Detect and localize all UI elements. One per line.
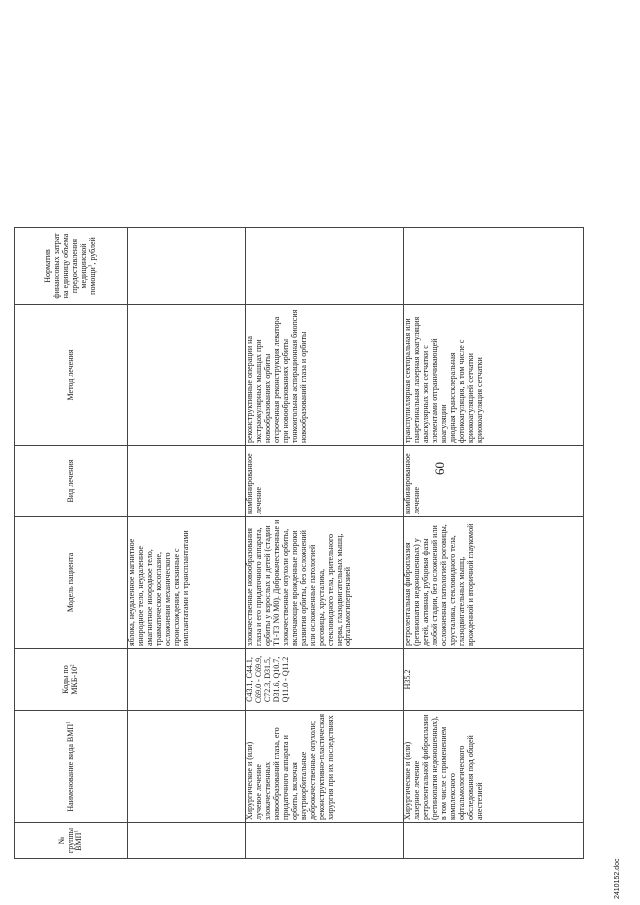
table-row xyxy=(246,228,404,859)
cell-name: Хирургическое и (или) лучевое лечение злокачественных новообразований глаза, его придаточного аппарата и орбиты, включая внутриорбитальные доброкачественные опухоли; реконструктивно-пластическая хирургия при их последствиях xyxy=(246,711,404,823)
header-model: Модель пациента xyxy=(15,517,128,649)
header-name: Наименование вида ВМП$^1$ xyxy=(15,711,128,823)
cell-group xyxy=(246,823,404,859)
cell-norm xyxy=(128,228,246,305)
method-item: тонкоигольная аспирационная биопсия новообразований глаза и орбиты xyxy=(289,309,308,443)
header-group: № группы ВМП$^1$ xyxy=(15,823,128,859)
page-number: 60 xyxy=(432,462,447,475)
header-type: Вид лечения xyxy=(15,446,128,517)
file-name: 2410152.doc xyxy=(614,858,621,899)
cell-name: Хирургическое и (или) лазерное лечение ретролентальной фиброплазии (ретинопатия недоношенных), в том числе с применением комплексного офтальмологического обследования под общей анестезией xyxy=(404,711,584,823)
method-item: диодная транссклеральная фотокоагуляция, в том числе с криокоагуляцией сетчатки xyxy=(447,339,475,443)
table-row xyxy=(404,228,584,859)
cell-model: злокачественные новообразования глаза и его придаточного аппарата, орбиты у взрослых и детей (стадии T1-T3 N0 M0). Доброкачественные и злокачественные опухоли орбиты, включающие врожденные пороки развития орбиты, без осложнений или осложненные патологией роговицы, хрусталика, стекловидного тела, зрительного нерва, глазодвигательных мышц, офтальмогипертензией xyxy=(246,517,404,649)
method-item: реконструктивные операции на экстраокулярных мышцах при новообразованиях орбиты xyxy=(245,336,272,443)
method-item: криокоагуляция сетчатки xyxy=(474,357,484,443)
cell-norm xyxy=(246,228,404,305)
cell-type: комбинированное лечение xyxy=(246,446,404,517)
cell-codes xyxy=(128,649,246,711)
cell-codes: C43.1, C44.1, C69.0 - C69.9, C72.3, D31.5, D31.6, Q10.7, Q11.0 - Q11.2 xyxy=(246,649,404,711)
cell-codes: H35.2 xyxy=(404,649,584,711)
cell-group xyxy=(404,823,584,859)
cell-type xyxy=(128,446,246,517)
cell-type: комбинированное лечение xyxy=(404,446,584,517)
cell-model: ретролентальная фиброплазия (ретинопатия недоношенных) у детей, активная, рубцовая фазы любой стадии, без осложнений или осложненная патологией роговицы, хрусталика, стекловидного тела, глазодвигательных мышц, врожденной и вторичной глаукомой xyxy=(404,517,584,649)
cell-method xyxy=(128,305,246,446)
header-row xyxy=(15,228,128,859)
vmp-table xyxy=(14,227,584,859)
method-item: транспупиллярная секторальная или панретинальная лазерная коагуляция аваскулярных зон сетчатки с элементами отграничивающей коагуляции xyxy=(403,316,448,443)
cell-group xyxy=(128,823,246,859)
cell-method xyxy=(404,305,584,446)
cell-norm xyxy=(404,228,584,305)
header-method: Метод лечения xyxy=(15,305,128,446)
cell-method xyxy=(246,305,404,446)
cell-name xyxy=(128,711,246,823)
header-codes: Коды по МКБ-$10^2$ xyxy=(15,649,128,711)
method-item: отсроченная реконструкция леватора при новообразованиях орбиты xyxy=(271,316,290,443)
table-row xyxy=(128,228,246,859)
cell-model: яблока, неудаленное магнитное инородное тело, неудаленное амагнитное инородное тело, травматическое косоглазие, осложнения механического происхождения, связанные с имплантатами и трансплантатами xyxy=(128,517,246,649)
header-norm: Норматив финансовых затрат на единицу объема предоставления медицинской помощи$^3$, рублей xyxy=(15,228,128,305)
